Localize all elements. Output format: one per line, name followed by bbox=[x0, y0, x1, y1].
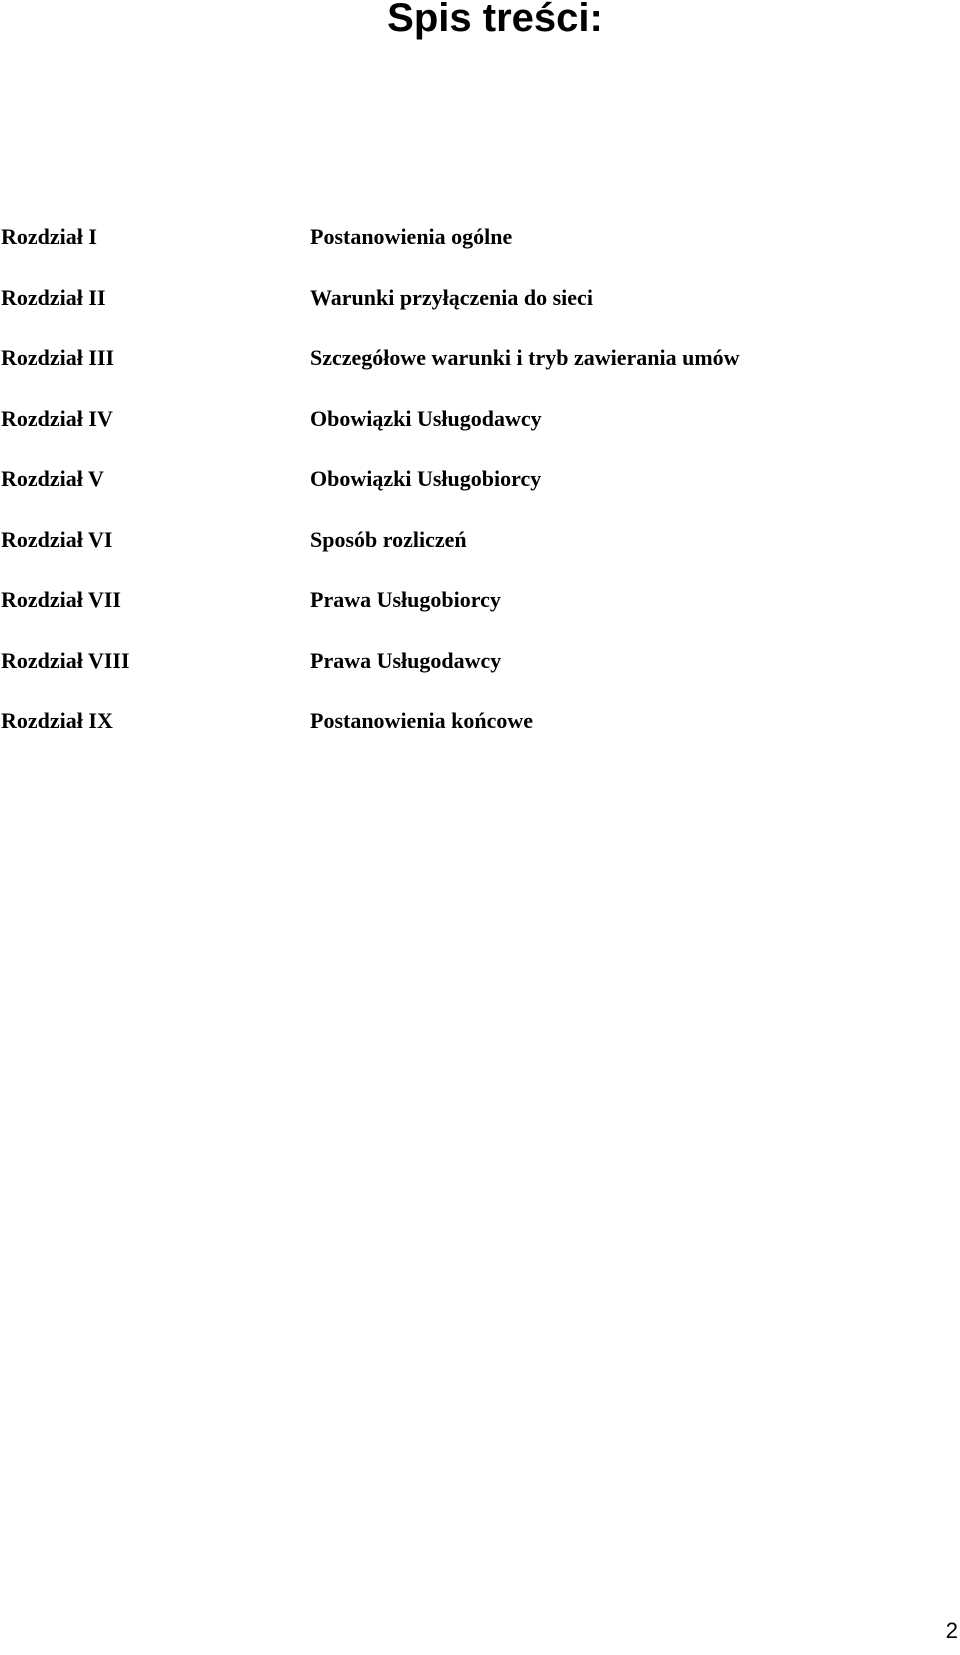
toc-chapter-heading: Obowiązki Usługobiorcy bbox=[310, 466, 542, 491]
toc-chapter-label: Rozdział VIII bbox=[1, 647, 130, 673]
toc-row bbox=[0, 224, 900, 285]
toc-row bbox=[0, 345, 900, 406]
page-number: 2 bbox=[945, 1618, 958, 1643]
toc-chapter-heading: Prawa Usługobiorcy bbox=[310, 587, 501, 612]
toc-row bbox=[0, 587, 900, 648]
toc-chapter-heading: Postanowienia końcowe bbox=[310, 708, 534, 733]
toc-row bbox=[0, 648, 900, 709]
toc-chapter-heading: Warunki przyłączenia do sieci bbox=[310, 284, 593, 310]
toc-row bbox=[0, 708, 900, 769]
toc-chapter-heading: Postanowienia ogólne bbox=[310, 224, 513, 249]
toc-row bbox=[0, 527, 900, 588]
toc-chapter-label: Rozdział III bbox=[1, 345, 115, 370]
toc-chapter-label: Rozdział II bbox=[1, 284, 106, 310]
toc-chapter-heading: Sposób rozliczeń bbox=[310, 526, 467, 552]
toc-row bbox=[0, 466, 900, 527]
page-title: Spis treści: bbox=[387, 0, 603, 40]
toc-chapter-label: Rozdział I bbox=[1, 224, 97, 249]
toc-chapter-label: Rozdział V bbox=[1, 466, 104, 491]
toc-row bbox=[0, 285, 900, 346]
toc-chapter-label: Rozdział VI bbox=[1, 526, 113, 552]
toc-chapter-heading: Prawa Usługodawcy bbox=[310, 647, 502, 673]
toc-chapter-heading: Szczegółowe warunki i tryb zawierania umów bbox=[310, 345, 740, 370]
toc-chapter-heading: Obowiązki Usługodawcy bbox=[310, 405, 542, 431]
toc-row bbox=[0, 406, 900, 467]
toc-chapter-label: Rozdział IX bbox=[1, 708, 113, 733]
table-of-contents bbox=[0, 224, 900, 769]
toc-chapter-label: Rozdział IV bbox=[1, 405, 113, 431]
toc-chapter-label: Rozdział VII bbox=[1, 587, 121, 612]
